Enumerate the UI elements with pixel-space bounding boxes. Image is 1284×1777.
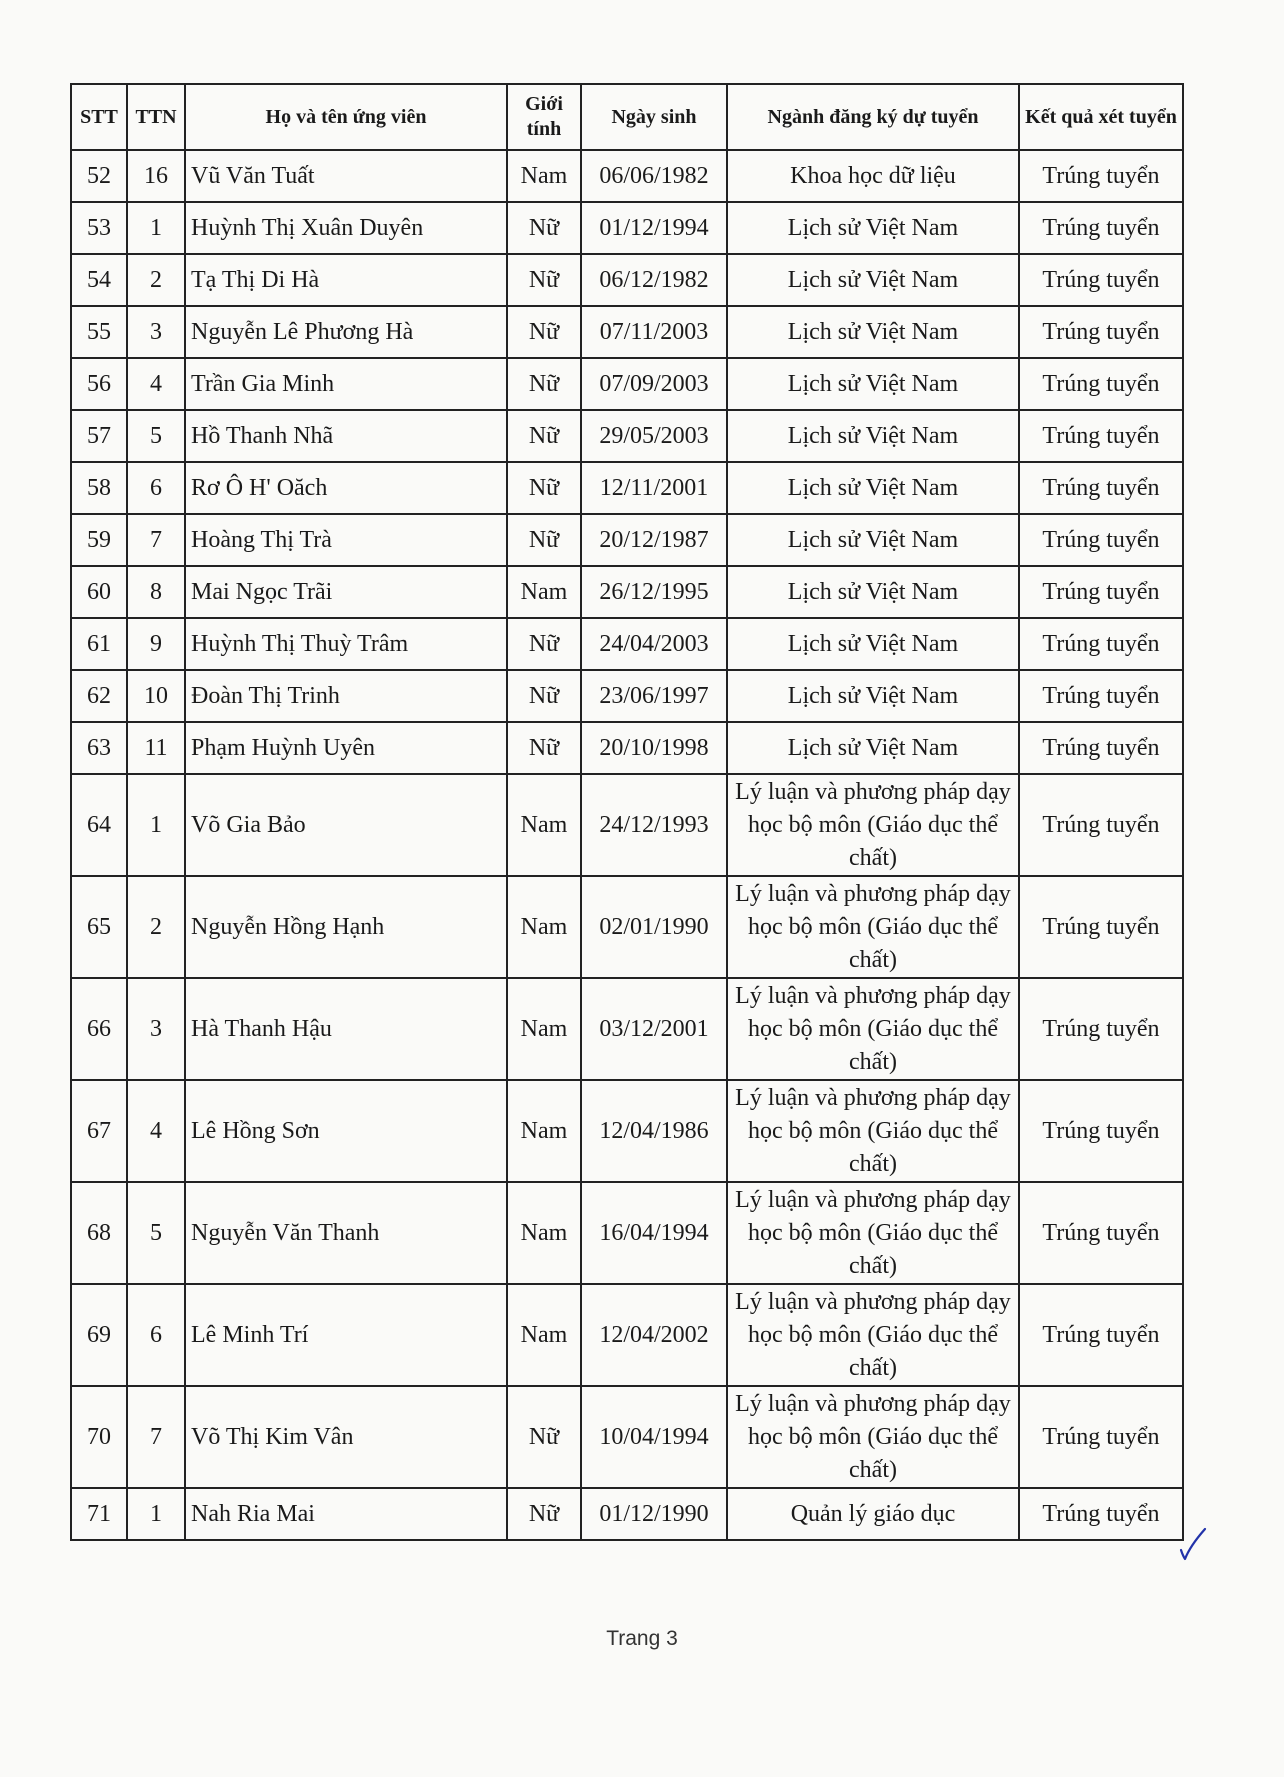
cell-stt: 57: [71, 410, 127, 462]
cell-result: Trúng tuyển: [1019, 566, 1183, 618]
cell-ttn: 9: [127, 618, 185, 670]
table-row: [71, 514, 1183, 566]
cell-name: Huỳnh Thị Xuân Duyên: [185, 202, 507, 254]
cell-gender: Nữ: [507, 410, 581, 462]
cell-stt: 63: [71, 722, 127, 774]
cell-major: Lịch sử Việt Nam: [727, 462, 1019, 514]
cell-stt: 67: [71, 1080, 127, 1182]
cell-stt: 62: [71, 670, 127, 722]
cell-gender: Nữ: [507, 1488, 581, 1540]
cell-ttn: 6: [127, 1284, 185, 1386]
cell-stt: 61: [71, 618, 127, 670]
admission-results-table: [70, 83, 1184, 1541]
cell-dob: 06/12/1982: [581, 254, 727, 306]
cell-ttn: 4: [127, 1080, 185, 1182]
cell-result: Trúng tuyển: [1019, 722, 1183, 774]
cell-name: Huỳnh Thị Thuỳ Trâm: [185, 618, 507, 670]
cell-dob: 06/06/1982: [581, 150, 727, 202]
cell-ttn: 2: [127, 254, 185, 306]
table-row: [71, 670, 1183, 722]
cell-name: Lê Minh Trí: [185, 1284, 507, 1386]
table-row: [71, 462, 1183, 514]
cell-ttn: 7: [127, 1386, 185, 1488]
cell-gender: Nam: [507, 774, 581, 876]
cell-name: Hồ Thanh Nhã: [185, 410, 507, 462]
table-row: [71, 566, 1183, 618]
cell-ttn: 4: [127, 358, 185, 410]
cell-ttn: 5: [127, 1182, 185, 1284]
cell-stt: 64: [71, 774, 127, 876]
cell-result: Trúng tuyển: [1019, 462, 1183, 514]
header-gender: Giới tính: [507, 84, 581, 150]
cell-name: Võ Thị Kim Vân: [185, 1386, 507, 1488]
cell-ttn: 3: [127, 978, 185, 1080]
cell-result: Trúng tuyển: [1019, 1386, 1183, 1488]
cell-result: Trúng tuyển: [1019, 358, 1183, 410]
cell-result: Trúng tuyển: [1019, 254, 1183, 306]
cell-result: Trúng tuyển: [1019, 1488, 1183, 1540]
table-row: [71, 1386, 1183, 1488]
cell-ttn: 10: [127, 670, 185, 722]
cell-gender: Nam: [507, 566, 581, 618]
table-row: [71, 410, 1183, 462]
cell-name: Hà Thanh Hậu: [185, 978, 507, 1080]
cell-stt: 65: [71, 876, 127, 978]
cell-gender: Nữ: [507, 1386, 581, 1488]
cell-stt: 68: [71, 1182, 127, 1284]
cell-major: Lịch sử Việt Nam: [727, 306, 1019, 358]
cell-major: Lý luận và phương pháp dạy học bộ môn (Giáo dục thể chất): [727, 774, 1019, 876]
cell-major: Lịch sử Việt Nam: [727, 358, 1019, 410]
cell-major: Khoa học dữ liệu: [727, 150, 1019, 202]
cell-dob: 02/01/1990: [581, 876, 727, 978]
cell-ttn: 5: [127, 410, 185, 462]
cell-dob: 24/12/1993: [581, 774, 727, 876]
cell-major: Lý luận và phương pháp dạy học bộ môn (Giáo dục thể chất): [727, 1080, 1019, 1182]
cell-ttn: 8: [127, 566, 185, 618]
header-major: Ngành đăng ký dự tuyển: [727, 84, 1019, 150]
cell-dob: 24/04/2003: [581, 618, 727, 670]
cell-name: Vũ Văn Tuất: [185, 150, 507, 202]
cell-ttn: 7: [127, 514, 185, 566]
cell-dob: 26/12/1995: [581, 566, 727, 618]
cell-name: Rơ Ô H' Oăch: [185, 462, 507, 514]
header-name: Họ và tên ứng viên: [185, 84, 507, 150]
cell-ttn: 6: [127, 462, 185, 514]
cell-result: Trúng tuyển: [1019, 150, 1183, 202]
cell-major: Lịch sử Việt Nam: [727, 618, 1019, 670]
cell-dob: 16/04/1994: [581, 1182, 727, 1284]
table-row: [71, 722, 1183, 774]
cell-stt: 71: [71, 1488, 127, 1540]
cell-major: Lịch sử Việt Nam: [727, 410, 1019, 462]
cell-ttn: 1: [127, 774, 185, 876]
cell-major: Lý luận và phương pháp dạy học bộ môn (Giáo dục thể chất): [727, 1386, 1019, 1488]
cell-dob: 23/06/1997: [581, 670, 727, 722]
cell-dob: 20/10/1998: [581, 722, 727, 774]
cell-gender: Nam: [507, 876, 581, 978]
header-stt: STT: [71, 84, 127, 150]
cell-major: Lý luận và phương pháp dạy học bộ môn (Giáo dục thể chất): [727, 876, 1019, 978]
cell-gender: Nữ: [507, 462, 581, 514]
cell-result: Trúng tuyển: [1019, 410, 1183, 462]
cell-result: Trúng tuyển: [1019, 306, 1183, 358]
cell-gender: Nữ: [507, 358, 581, 410]
cell-result: Trúng tuyển: [1019, 618, 1183, 670]
cell-name: Nguyễn Lê Phương Hà: [185, 306, 507, 358]
cell-gender: Nữ: [507, 514, 581, 566]
cell-major: Lý luận và phương pháp dạy học bộ môn (Giáo dục thể chất): [727, 1182, 1019, 1284]
cell-name: Mai Ngọc Trãi: [185, 566, 507, 618]
cell-major: Lịch sử Việt Nam: [727, 254, 1019, 306]
cell-major: Lịch sử Việt Nam: [727, 670, 1019, 722]
cell-major: Lý luận và phương pháp dạy học bộ môn (Giáo dục thể chất): [727, 978, 1019, 1080]
table-row: [71, 876, 1183, 978]
cell-gender: Nam: [507, 978, 581, 1080]
cell-name: Võ Gia Bảo: [185, 774, 507, 876]
table-row: [71, 202, 1183, 254]
cell-major: Lịch sử Việt Nam: [727, 514, 1019, 566]
cell-gender: Nữ: [507, 306, 581, 358]
cell-result: Trúng tuyển: [1019, 774, 1183, 876]
cell-ttn: 1: [127, 202, 185, 254]
header-ttn: TTN: [127, 84, 185, 150]
cell-ttn: 2: [127, 876, 185, 978]
cell-name: Nguyễn Văn Thanh: [185, 1182, 507, 1284]
cell-stt: 58: [71, 462, 127, 514]
cell-gender: Nữ: [507, 670, 581, 722]
cell-stt: 66: [71, 978, 127, 1080]
cell-dob: 07/11/2003: [581, 306, 727, 358]
cell-ttn: 3: [127, 306, 185, 358]
cell-result: Trúng tuyển: [1019, 1284, 1183, 1386]
cell-stt: 53: [71, 202, 127, 254]
table-row: [71, 254, 1183, 306]
cell-result: Trúng tuyển: [1019, 876, 1183, 978]
cell-dob: 01/12/1994: [581, 202, 727, 254]
header-result: Kết quả xét tuyển: [1019, 84, 1183, 150]
cell-result: Trúng tuyển: [1019, 1080, 1183, 1182]
cell-stt: 55: [71, 306, 127, 358]
cell-stt: 52: [71, 150, 127, 202]
table-row: [71, 978, 1183, 1080]
table-row: [71, 618, 1183, 670]
cell-result: Trúng tuyển: [1019, 202, 1183, 254]
cell-dob: 01/12/1990: [581, 1488, 727, 1540]
cell-dob: 03/12/2001: [581, 978, 727, 1080]
cell-name: Nguyễn Hồng Hạnh: [185, 876, 507, 978]
cell-gender: Nữ: [507, 254, 581, 306]
cell-ttn: 1: [127, 1488, 185, 1540]
cell-stt: 69: [71, 1284, 127, 1386]
table-row: [71, 306, 1183, 358]
cell-stt: 59: [71, 514, 127, 566]
cell-dob: 10/04/1994: [581, 1386, 727, 1488]
cell-dob: 12/11/2001: [581, 462, 727, 514]
cell-major: Lịch sử Việt Nam: [727, 566, 1019, 618]
cell-result: Trúng tuyển: [1019, 1182, 1183, 1284]
cell-dob: 20/12/1987: [581, 514, 727, 566]
cell-name: Hoàng Thị Trà: [185, 514, 507, 566]
check-mark-icon: [1176, 1526, 1208, 1562]
cell-result: Trúng tuyển: [1019, 514, 1183, 566]
table-row: [71, 1080, 1183, 1182]
cell-dob: 07/09/2003: [581, 358, 727, 410]
cell-gender: Nam: [507, 1182, 581, 1284]
cell-major: Lịch sử Việt Nam: [727, 722, 1019, 774]
cell-dob: 29/05/2003: [581, 410, 727, 462]
cell-gender: Nữ: [507, 722, 581, 774]
cell-name: Đoàn Thị Trinh: [185, 670, 507, 722]
cell-result: Trúng tuyển: [1019, 670, 1183, 722]
cell-stt: 56: [71, 358, 127, 410]
cell-dob: 12/04/2002: [581, 1284, 727, 1386]
cell-stt: 60: [71, 566, 127, 618]
cell-name: Lê Hồng Sơn: [185, 1080, 507, 1182]
table-row: [71, 1284, 1183, 1386]
cell-gender: Nữ: [507, 618, 581, 670]
cell-stt: 70: [71, 1386, 127, 1488]
table-row: [71, 150, 1183, 202]
cell-gender: Nam: [507, 1080, 581, 1182]
cell-gender: Nam: [507, 150, 581, 202]
page-number: Trang 3: [606, 1627, 678, 1650]
cell-gender: Nam: [507, 1284, 581, 1386]
table-row: [71, 1182, 1183, 1284]
cell-name: Tạ Thị Di Hà: [185, 254, 507, 306]
cell-gender: Nữ: [507, 202, 581, 254]
table-header-row: [71, 84, 1183, 150]
cell-ttn: 16: [127, 150, 185, 202]
cell-name: Phạm Huỳnh Uyên: [185, 722, 507, 774]
cell-dob: 12/04/1986: [581, 1080, 727, 1182]
table-body: [71, 150, 1183, 1540]
table-row: [71, 774, 1183, 876]
cell-stt: 54: [71, 254, 127, 306]
table-row: [71, 358, 1183, 410]
cell-name: Trần Gia Minh: [185, 358, 507, 410]
cell-result: Trúng tuyển: [1019, 978, 1183, 1080]
table-row: [71, 1488, 1183, 1540]
cell-name: Nah Ria Mai: [185, 1488, 507, 1540]
cell-major: Lý luận và phương pháp dạy học bộ môn (Giáo dục thể chất): [727, 1284, 1019, 1386]
cell-major: Quản lý giáo dục: [727, 1488, 1019, 1540]
cell-ttn: 11: [127, 722, 185, 774]
cell-major: Lịch sử Việt Nam: [727, 202, 1019, 254]
header-dob: Ngày sinh: [581, 84, 727, 150]
